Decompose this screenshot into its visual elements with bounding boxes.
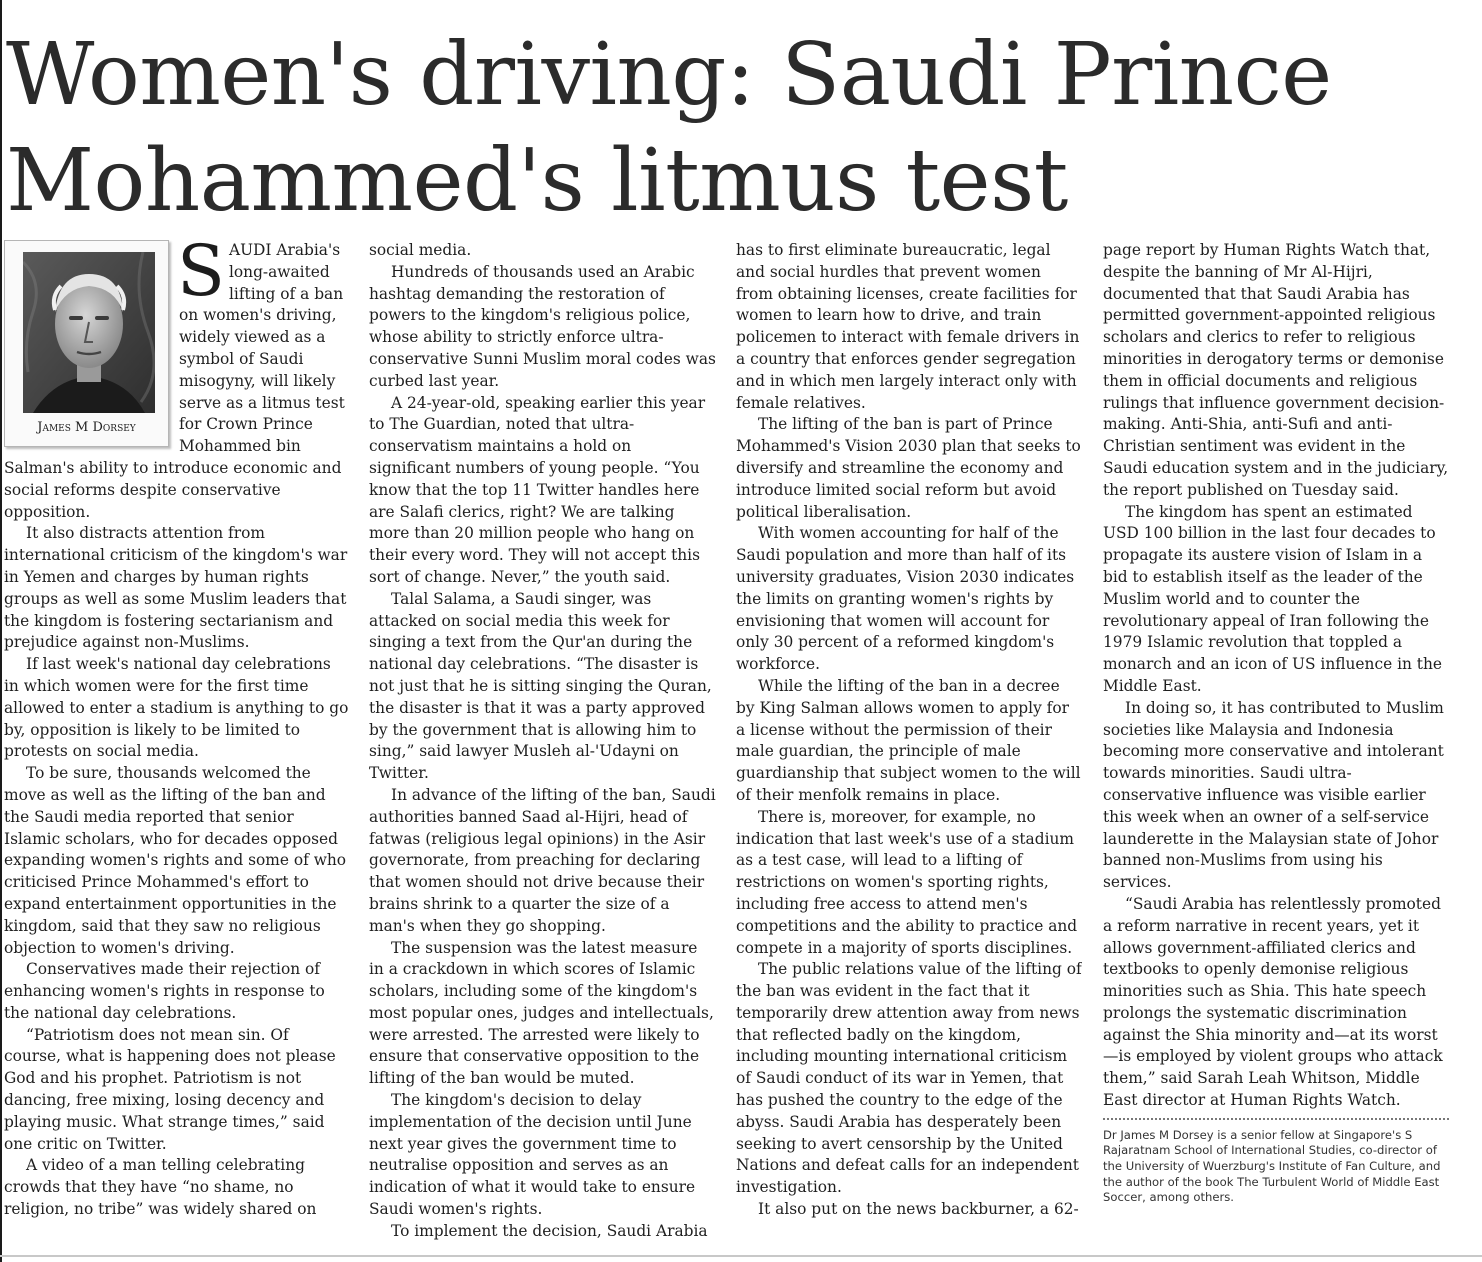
paragraph: social media. xyxy=(369,241,472,259)
paragraph: There is, moreover, for example, no indication that last week's use of a stadium as a test case, will lead to a lifting of restrictions on women's sporting rights, including free access to attend men's competitions and the ability to practice and compete in a majority of sports disciplines. xyxy=(736,807,1078,957)
paragraph: AUDI Arabia's long-awaited lifting of a ban on women's driving, widely viewed as a symbol of Saudi misogyny, will likely serve as a litmus test for Crown Prince Mohammed bin Salman's ability to introduce economic and social reforms despite conservative opposition. xyxy=(4,241,345,521)
author-photo-box xyxy=(4,240,169,447)
paragraph: Talal Salama, a Saudi singer, was attacked on social media this week for singing a text from the Qur'an during the national day celebrations. “The disaster is not just that he is sitting singing the Quran, the disaster is that it was a party approved by the government that is allowing him to sing,” said lawyer Musleh al-'Udayni on Twitter. xyxy=(369,589,712,783)
paragraph: In advance of the lifting of the ban, Saudi authorities banned Saad al-Hijri, head of fatwas (religious legal opinions) in the Asir governorate, from preaching for declaring that women should not drive because their brains shrink to a quarter the size of a man's when they go shopping. xyxy=(369,785,716,935)
author-bio: Dr James M Dorsey is a senior fellow at Singapore's S Rajaratnam School of International Studies, co-director of the University of Wuerzburg's Institute of Fan Culture, and the author of the book The Turbulent World of Middle East Soccer, among others. xyxy=(1103,1127,1441,1205)
column-4 xyxy=(1103,240,1449,1240)
paragraph: Hundreds of thousands used an Arabic hashtag demanding the restoration of powers to the kingdom's religious police, whose ability to strictly enforce ultra-conservative Sunni Muslim moral codes was curbed last year. xyxy=(369,262,716,390)
paragraph: has to first eliminate bureaucratic, legal and social hurdles that prevent women from obtaining licenses, create facilities for women to learn how to drive, and train policemen to interact with female drivers in a country that enforces gender segregation and in which men largely interact only with female relatives. xyxy=(736,241,1080,412)
paragraph: To implement the decision, Saudi Arabia xyxy=(391,1221,708,1240)
paragraph: While the lifting of the ban in a decree by King Salman allows women to apply for a license without the permission of their male guardian, the principle of male guardianship that subject women to the will of their menfolk remains in place. xyxy=(736,676,1081,804)
paragraph: It also put on the news backburner, a 62- xyxy=(758,1200,1079,1219)
paragraph: The kingdom has spent an estimated USD 100 billion in the last four decades to propagate its austere vision of Islam in a bid to establish itself as the leader of the Muslim world and to counter the revolutionary appeal of Iran following the 1979 Islamic revolution that toppled a monarch and an icon of US influence in the Middle East. xyxy=(1103,502,1442,695)
paragraph: A 24-year-old, speaking earlier this year to The Guardian, noted that ultra-conservatism maintains a hold on significant numbers of young people. “You know that the top 11 Twitter handles here are Salafi clerics, right? We are talking more than 20 million people who hang on their every word. They will not accept this sort of change. Never,” the youth said. xyxy=(369,393,706,586)
author-caption: James M Dorsey xyxy=(37,420,136,435)
author-photo xyxy=(23,252,155,413)
paragraph: To be sure, thousands welcomed the move as well as the lifting of the ban and the Saudi media reported that senior Islamic scholars, who for decades opposed expanding women's rights and some of who criticised Prince Mohammed's effort to expand entertainment opportunities in the kingdom, said that they saw no religious objection to women's driving. xyxy=(4,764,347,957)
paragraph: A video of a man telling celebrating crowds that they have “no shame, no religion, no tribe” was widely shared on xyxy=(4,1156,317,1219)
paragraph: It also distracts attention from international criticism of the kingdom's war in Yemen and charges by human rights groups as well as some Muslim leaders that the kingdom is fostering sectarianism and prejudice against non-Muslims. xyxy=(4,524,348,652)
paragraph: If last week's national day celebrations in which women were for the first time allowed to enter a stadium is anything to go by, opposition is likely to be limited to protests on social media. xyxy=(4,655,349,761)
dotted-divider xyxy=(1103,1118,1449,1120)
column-1 xyxy=(4,240,350,1240)
paragraph: The suspension was the latest measure in a crackdown in which scores of Islamic scholars, including some of the kingdom's most popular ones, judges and intellectuals, were arrested. The arrested were likely to ensure that conservative opposition to the lifting of the ban would be muted. xyxy=(369,938,714,1088)
paragraph: “Patriotism does not mean sin. Of course, what is happening does not please God and his prophet. Patriotism is not dancing, free mixing, losing decency and playing music. What strange times,” said one critic on Twitter. xyxy=(4,1025,336,1153)
paragraph: With women accounting for half of the Saudi population and more than half of its university graduates, Vision 2030 indicates the limits on granting women's rights by envisioning that women will account for only 30 percent of a reformed kingdom's workforce. xyxy=(736,524,1075,674)
paragraph: The public relations value of the lifting of the ban was evident in the fact that it temporarily drew attention away from news that reflected badly on the kingdom, including mounting international criticism of Saudi conduct of its war in Yemen, that has pushed the country to the edge of the abyss. Saudi Arabia has desperately been seeking to avert censorship by the United Nations and defeat calls for an independent investigation. xyxy=(736,960,1082,1197)
column-2 xyxy=(369,240,717,1240)
paragraph: The kingdom's decision to delay implementation of the decision until June next year gives the government time to neutralise opposition and serves as an indication of what it would take to ensure Saudi women's rights. xyxy=(369,1091,696,1219)
column-3 xyxy=(736,240,1082,1240)
paragraph: In doing so, it has contributed to Muslim societies like Malaysia and Indonesia becoming more conservative and intolerant towards minorities. Saudi ultra-conservative influence was visible earlier this week when an owner of a self-service launderette in the Malaysian state of Johor banned non-Muslims from using his services. xyxy=(1103,698,1444,892)
paragraph: “Saudi Arabia has relentlessly promoted a reform narrative in recent years, yet it allows government-affiliated clerics and textbooks to openly demonise religious minorities such as Shia. This hate speech prolongs the systematic discrimination against the Shia minority and—at its worst—is employed by violent groups who attack them,” said Sarah Leah Whitson, Middle East director at Human Rights Watch. xyxy=(1103,894,1443,1110)
paragraph: The lifting of the ban is part of Prince Mohammed's Vision 2030 plan that seeks to diversify and streamline the economy and introduce limited social reform but avoid political liberalisation. xyxy=(736,415,1081,521)
paragraph: page report by Human Rights Watch that, despite the banning of Mr Al-Hijri, documented that that Saudi Arabia has permitted government-appointed religious scholars and clerics to refer to religious minorities in derogatory terms or demonise them in official documents and religious rulings that influence government decision-making. Anti-Shia, anti-Sufi and anti-Christian sentiment was evident in the Saudi education system and in the judiciary, the report published on Tuesday said. xyxy=(1103,241,1449,499)
paragraph: Conservatives made their rejection of enhancing women's rights in response to the national day celebrations. xyxy=(4,960,325,1022)
headline: Women's driving: Saudi Prince Mohammed's litmus test xyxy=(6,25,1332,231)
drop-cap: S xyxy=(177,240,225,312)
bottom-page-edge xyxy=(0,1255,1482,1257)
left-page-edge xyxy=(0,0,2,1262)
